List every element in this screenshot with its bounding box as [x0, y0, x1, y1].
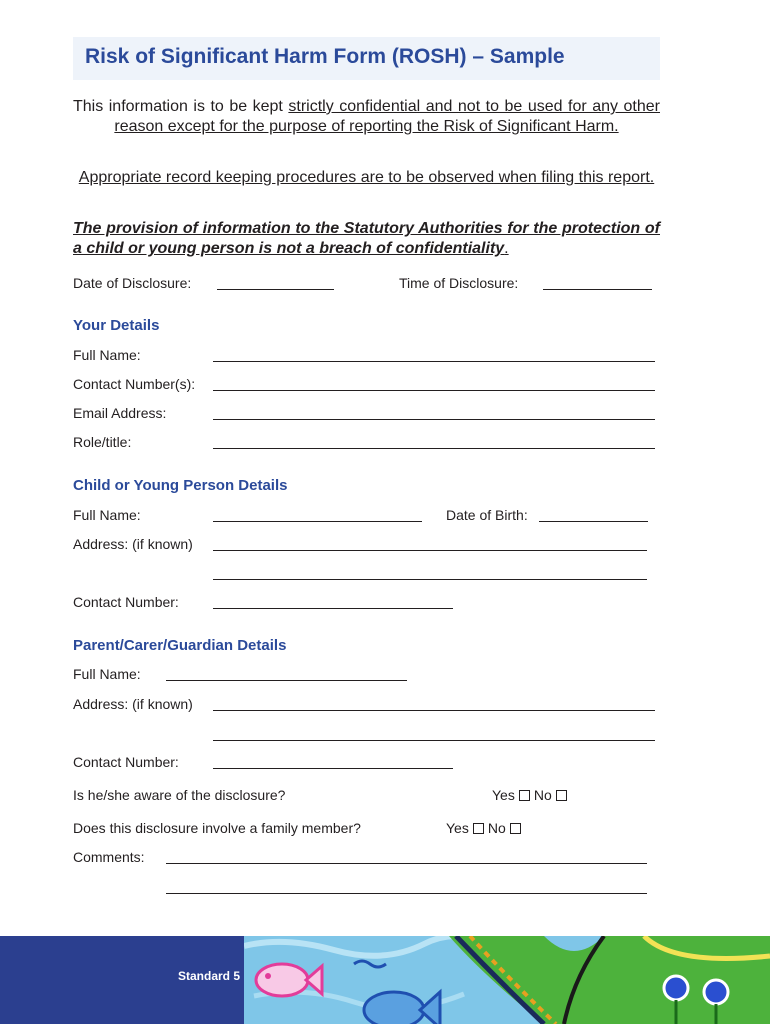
parent-address-label: Address: (if known) [73, 696, 193, 712]
child-address-label: Address: (if known) [73, 536, 193, 552]
your-role-field[interactable] [213, 448, 655, 449]
childrens-drawing-icon [244, 936, 770, 1024]
your-role-label: Role/title: [73, 434, 132, 450]
aware-no-checkbox[interactable] [556, 790, 567, 801]
parent-details-heading: Parent/Carer/Guardian Details [73, 637, 287, 654]
aware-no-label: No [533, 787, 552, 803]
your-full-name-field[interactable] [213, 361, 655, 362]
footer-bar [0, 936, 244, 1024]
child-full-name-label: Full Name: [73, 507, 141, 523]
your-contact-field[interactable] [213, 390, 655, 391]
intro-statutory: The provision of information to the Statutory Authorities for the protection of a child or young person is not a breach of confidentiality. [73, 220, 660, 257]
intro-record-keeping [73, 168, 660, 188]
child-address-field-1[interactable] [213, 550, 647, 551]
comments-field-1[interactable] [166, 863, 647, 864]
footer-artwork [244, 936, 770, 1024]
parent-full-name-label: Full Name: [73, 666, 141, 682]
title-banner [73, 37, 660, 80]
parent-contact-label: Contact Number: [73, 754, 179, 770]
your-full-name-label: Full Name: [73, 347, 141, 363]
child-details-heading: Child or Young Person Details [73, 477, 288, 494]
comments-label: Comments: [73, 849, 145, 865]
page-title: Risk of Significant Harm Form (ROSH) – Sample [85, 45, 565, 68]
parent-address-field-2[interactable] [213, 740, 655, 741]
child-dob-field[interactable] [539, 521, 648, 522]
family-no-checkbox[interactable] [510, 823, 521, 834]
aware-question: Is he/she aware of the disclosure? [73, 787, 286, 803]
family-yes-checkbox[interactable] [473, 823, 484, 834]
aware-yes-label: Yes [492, 787, 515, 803]
time-of-disclosure-label: Time of Disclosure: [399, 275, 519, 291]
your-details-heading: Your Details [73, 317, 160, 334]
footer-standard-label: Standard 5 [177, 969, 240, 983]
parent-address-field-1[interactable] [213, 710, 655, 711]
intro-confidential [73, 97, 660, 157]
child-contact-label: Contact Number: [73, 594, 179, 610]
aware-yes-checkbox[interactable] [519, 790, 530, 801]
intro-p1-plain: This information is to be kept [73, 98, 289, 115]
family-question: Does this disclosure involve a family member? [73, 820, 361, 836]
parent-full-name-field[interactable] [166, 680, 407, 681]
date-of-disclosure-label: Date of Disclosure: [73, 275, 192, 291]
your-email-label: Email Address: [73, 405, 167, 421]
date-of-disclosure-field[interactable] [217, 289, 334, 290]
child-full-name-field[interactable] [213, 521, 422, 522]
time-of-disclosure-field[interactable] [543, 289, 652, 290]
child-contact-field[interactable] [213, 608, 453, 609]
child-dob-label: Date of Birth: [446, 507, 528, 523]
aware-options [492, 787, 571, 803]
family-options [446, 820, 525, 836]
your-email-field[interactable] [213, 419, 655, 420]
intro-p2: Appropriate record keeping procedures are to be observed when filing this report. [78, 169, 655, 186]
family-no-label: No [487, 820, 506, 836]
parent-contact-field[interactable] [213, 768, 453, 769]
family-yes-label: Yes [446, 820, 469, 836]
child-address-field-2[interactable] [213, 579, 647, 580]
intro-p1-underlined: strictly confidential and not to be used for any other reason except for the purpose of reporting the Risk of Significant Harm. [114, 98, 660, 135]
your-contact-label: Contact Number(s): [73, 376, 196, 392]
intro-p3: The provision of information to the Statutory Authorities for the protection of a child or young person is not a breach of confidentiality [73, 220, 660, 257]
comments-field-2[interactable] [166, 893, 647, 894]
